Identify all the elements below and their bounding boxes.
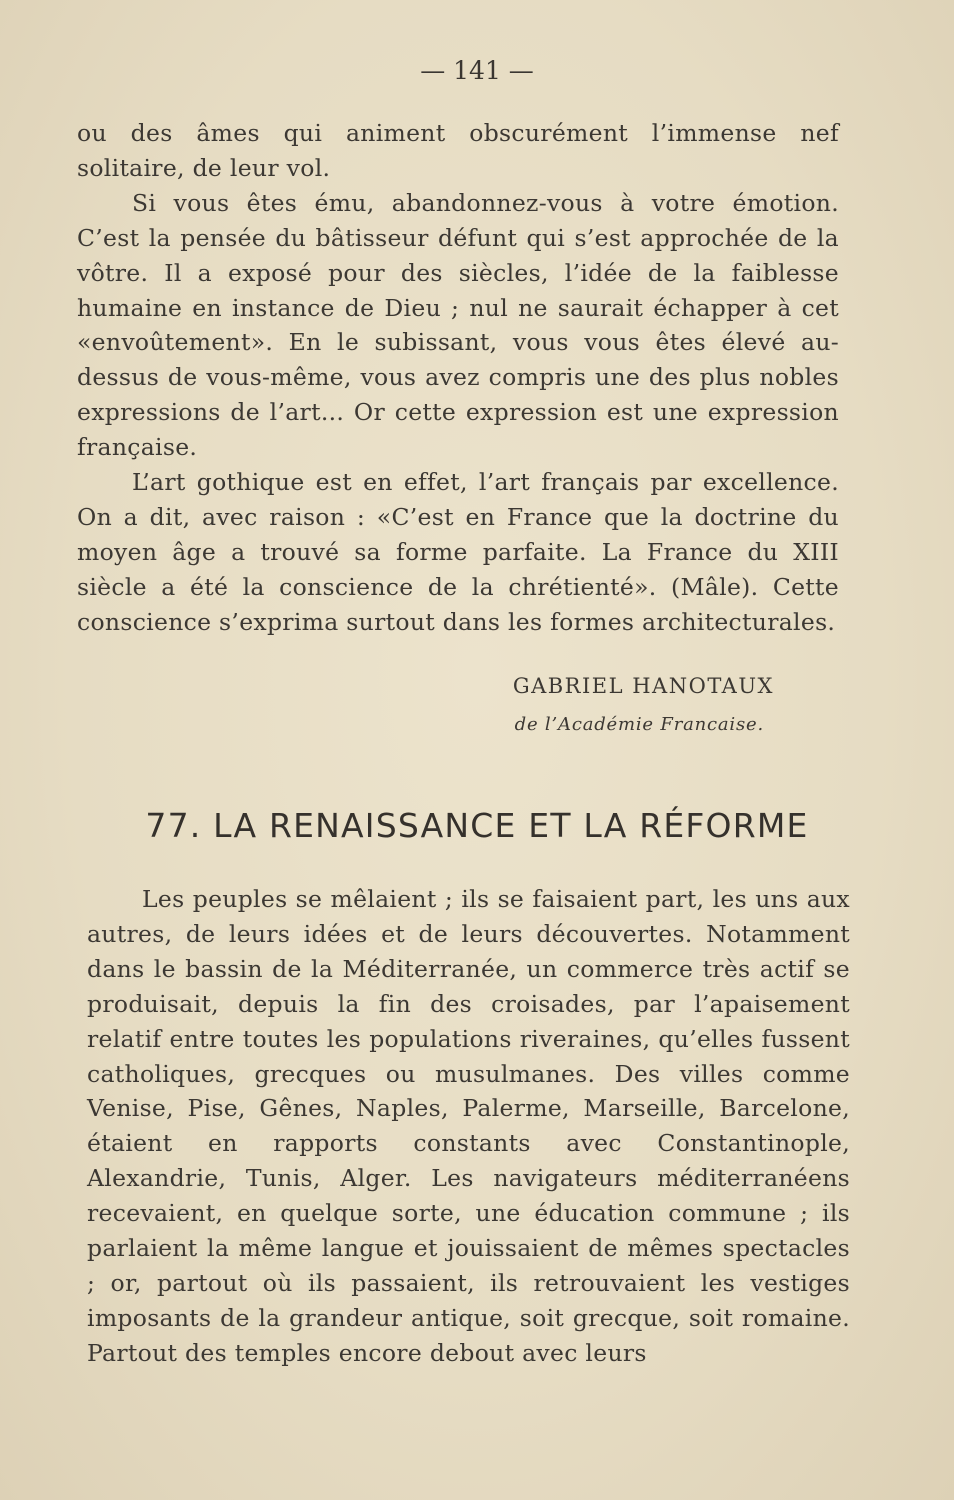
paragraph-renaissance: Les peuples se mêlaient ; ils se faisaient part, les uns aux autres, de leurs idées et de leurs découvertes. Notamment dans le bassin de la Méditerranée, un commerce très actif se produisait, depuis la fin des croisades, par l’apaisement relatif entre toutes les populations riveraines, qu’elles fussent catholiques, grecques ou musulmanes. Des villes comme Venise, Pise, Gênes, Naples, Palerme, Marseille, Barcelone, étaient en rapports constants avec Constantinople, Alexandrie, Tunis, Alger. Les navigateurs méditerranéens recevaient, en quelque sorte, une éducation commune ; ils parlaient la même langue et jouissaient de mêmes spectacles ; or, partout où ils passaient, ils retrouvaient les vestiges imposants de la grandeur antique, soit grecque, soit romaine. Partout des temples encore debout avec leurs	[87, 885, 850, 1367]
paragraph-emotion: Si vous êtes ému, abandonnez-vous à votre émotion. C’est la pensée du bâtisseur défunt qui s’est approchée de la vôtre. Il a exposé pour des siècles, l’idée de la faiblesse humaine en instance de Dieu ; nul ne saurait échapper à cet «envoûtement». En le subissant, vous vous êtes élevé au-dessus de vous-même, vous avez compris une des plus nobles expressions de l’art... Or cette expression est une expression française.	[77, 188, 839, 462]
author-affiliation: de l’Académie Francaise.	[514, 714, 764, 735]
author-signature: GABRIEL HANOTAUX	[512, 674, 774, 698]
paragraph-gothic-art: L’art gothique est en effet, l’art français par excellence. On a dit, avec raison : «C’est en France que la doctrine du moyen âge a trouvé sa forme parfaite. La France du XIII siècle a été la conscience de la chrétienté». (Mâle). Cette conscience s’exprima surtout dans les formes architecturales.	[77, 468, 839, 636]
text-block-renaissance	[87, 882, 850, 1371]
text-block-cathedral	[77, 116, 839, 640]
page-number: — 141 —	[420, 56, 534, 85]
paragraph-continued: ou des âmes qui animent obscurément l’immense nef solitaire, de leur vol.	[77, 119, 839, 182]
section-heading: 77. LA RENAISSANCE ET LA RÉFORME	[145, 806, 809, 845]
